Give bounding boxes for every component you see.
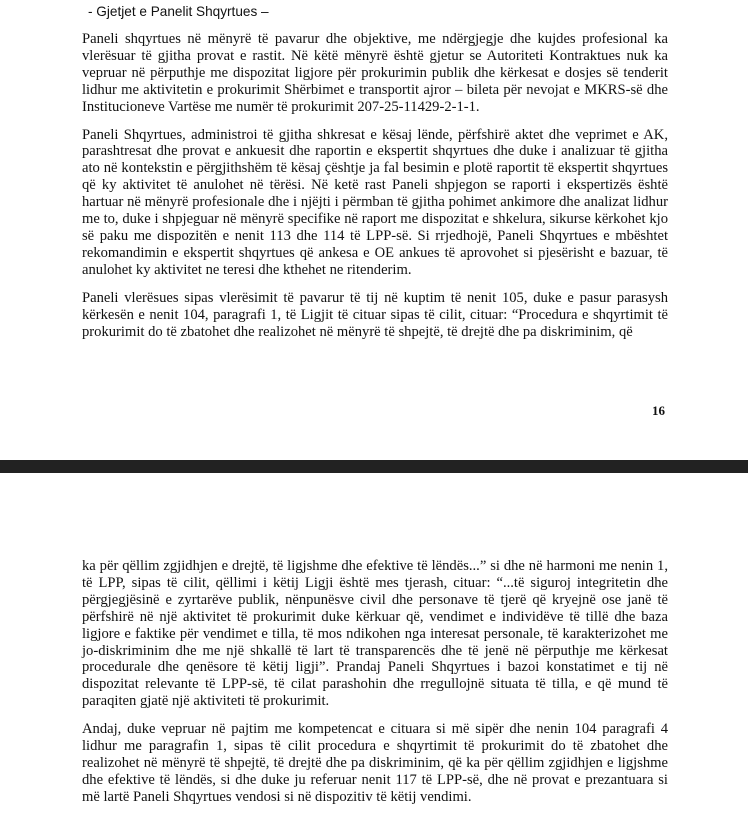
paragraph-continuation: ka për qëllim zgjidhjen e drejtë, të ligjshme dhe efektive të lëndës...” si dhe në harmoni me nenin 1, të LPP, sipas të cilit, qëllimi i këtij Ligji është mes tjerash, cituar: “...të siguroj integritetin dhe përgjegjësinë e zyrtarëve publik, nënpunësve civil dhe personave të tjerë që kryejnë ose janë të përfshirë në një aktivitet të prokurimit duke kërkuar që, vendimet e individëve të tillë dhe baza ligjore e faktike për vendimet e tilla, të mos ndikohen nga interesat personale, të karakterizohet me jo-diskriminim dhe me një shkallë të lart të transparencës dhe të jenë në përputhje me kërkesat procedurale dhe qenësore të këtij ligji”. Prandaj Paneli Shqyrtues i bazoi konstatimet e tij në dispozitat relevante të LPP-së, të cilat parashohin dhe rregullojnë situata të tilla, e që mund të paraqiten gjatë një aktiviteti të prokurimit. <box>82 558 668 710</box>
paragraph-findings: Paneli shqyrtues në mënyrë të pavarur dhe objektive, me ndërgjegje dhe kujdes profesional ka vlerësuar të gjitha provat e rastit. Në këtë mënyrë është gjetur se Autoriteti Kontraktues nuk ka vepruar në përputhje me dispozitat ligjore për prokurimin publik dhe kërkesat e dosjes së tenderit lidhur me aktivitetin e prokurimit Shërbimet e transportit ajror – bileta për nevojat e MKRS-së dhe Institucioneve Vartëse me numër të prokurimit 207-25-11429-2-1-1. <box>82 31 668 115</box>
paragraph-panel-review: Paneli Shqyrtues, administroi të gjitha shkresat e kësaj lënde, përfshirë aktet dhe veprimet e AK, parashtresat dhe provat e ankuesit dhe raportin e ekspertit shqyrtues dhe duke i analizuar të gjitha ato në kontekstin e përgjithshëm të kësaj çështje ja fal besimin e plotë raportit të ekspertit shqyrtues që ky aktivitet të anulohet në tërësi. Në ketë rast Paneli shpjegon se raporti i ekspertizës është hartuar në mënyrë profesionale dhe i njëjti i përmban të gjitha pohimet ankimore dhe analizat lidhur me to, duke i shpjeguar në mënyrë specifike në raport me dispozitat e shkelura, sikurse kërkohet kjo së paku me dispozitën e nenit 113 dhe 114 të LPP-së. Si rrjedhojë, Paneli Shqyrtues e mbështet rekomandimin e ekspertit shqyrtues që ankesa e OE ankues të aprovohet si pjesërisht e bazuar, të anulohet ky aktivitet ne teresi dhe kthehet ne ritenderim. <box>82 126 668 278</box>
page-content <box>82 558 668 817</box>
page-separator <box>0 460 748 473</box>
page-content <box>82 3 668 351</box>
section-heading: - Gjetjet e Panelit Shqyrtues – <box>88 4 269 19</box>
page-number: 16 <box>652 403 665 418</box>
paragraph-evaluation: Paneli vlerësues sipas vlerësimit të pavarur të tij në kuptim të nenit 105, duke e pasur parasysh kërkesën e nenit 104, paragrafi 1, të Ligjit të cituar sipas të cilit, cituar: “Procedura e shqyrtimit të prokurimit do të zbatohet dhe realizohet në mënyrë të shpejtë, të drejtë dhe pa diskriminim, që <box>82 289 668 340</box>
document-page-17 <box>0 473 748 825</box>
paragraph-decision: Andaj, duke vepruar në pajtim me kompetencat e cituara si më sipër dhe nenin 104 paragrafi 4 lidhur me paragrafin 1, sipas të cilit procedura e shqyrtimit të prokurimit do të zbatohet dhe realizohet në mënyrë të shpejtë, të drejtë dhe pa diskriminim, që ka për qëllim zgjidhjen e ligjshme dhe efektive të lëndës, si dhe duke ju referuar nenit 117 të LPP-së, dhe në provat e prezantuara si më lartë Paneli Shqyrtues vendosi si në dispozitiv të këtij vendimi. <box>82 721 668 805</box>
